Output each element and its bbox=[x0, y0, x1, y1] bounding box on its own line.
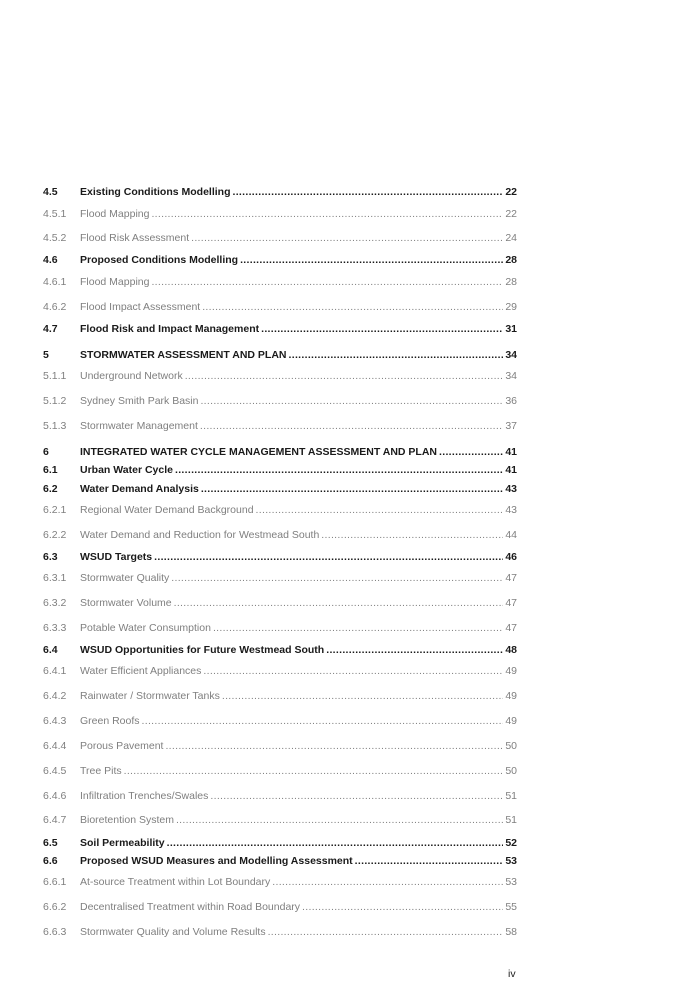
toc-title: Water Demand Analysis bbox=[80, 483, 199, 495]
toc-page: 34 bbox=[505, 370, 517, 382]
toc-number: 4.6 bbox=[43, 254, 58, 266]
toc-title: Underground Network bbox=[80, 370, 183, 382]
toc-page: 48 bbox=[505, 644, 517, 656]
toc-leader bbox=[261, 323, 503, 336]
toc-entry[interactable] bbox=[43, 762, 517, 778]
toc-leader bbox=[355, 855, 504, 868]
toc-title: Water Efficient Appliances bbox=[80, 665, 202, 677]
toc-page: 43 bbox=[505, 483, 517, 495]
toc-leader bbox=[439, 446, 503, 459]
toc-leader bbox=[240, 254, 503, 267]
toc-title: STORMWATER ASSESSMENT AND PLAN bbox=[80, 349, 287, 361]
toc-entry[interactable] bbox=[43, 273, 517, 289]
toc-page: 41 bbox=[505, 446, 517, 458]
toc-leader bbox=[185, 370, 504, 383]
toc-entry[interactable] bbox=[43, 443, 517, 459]
toc-title: Stormwater Quality and Volume Results bbox=[80, 926, 266, 938]
toc-number: 6.4 bbox=[43, 644, 58, 656]
toc-title: Stormwater Volume bbox=[80, 597, 172, 609]
toc-title: Existing Conditions Modelling bbox=[80, 186, 231, 198]
toc-leader bbox=[151, 208, 503, 221]
toc-entry[interactable] bbox=[43, 898, 517, 914]
toc-title: Flood Mapping bbox=[80, 208, 150, 220]
toc-leader bbox=[202, 301, 503, 314]
toc-page: 53 bbox=[505, 876, 517, 888]
toc-title: INTEGRATED WATER CYCLE MANAGEMENT ASSESSMENT AND PLAN bbox=[80, 446, 438, 458]
toc-page: 24 bbox=[505, 232, 517, 244]
toc-page: 44 bbox=[505, 529, 517, 541]
toc-number: 6.6.3 bbox=[43, 926, 67, 938]
toc-page: 55 bbox=[505, 901, 517, 913]
toc-number: 6.4.7 bbox=[43, 814, 67, 826]
toc-number: 4.5 bbox=[43, 186, 58, 198]
toc-entry[interactable] bbox=[43, 923, 517, 939]
toc-page: 49 bbox=[505, 715, 517, 727]
toc-leader bbox=[289, 349, 504, 362]
toc-entry[interactable] bbox=[43, 501, 517, 517]
toc-leader bbox=[326, 644, 503, 657]
toc-entry[interactable] bbox=[43, 526, 517, 542]
toc-leader bbox=[321, 529, 503, 542]
toc-entry[interactable] bbox=[43, 183, 517, 199]
toc-entry[interactable] bbox=[43, 480, 517, 496]
toc-number: 5.1.2 bbox=[43, 395, 67, 407]
toc-page: 22 bbox=[505, 186, 517, 198]
toc-number: 6.3.3 bbox=[43, 622, 67, 634]
toc-number: 6.4.4 bbox=[43, 740, 67, 752]
toc-entry[interactable] bbox=[43, 569, 517, 585]
toc-leader bbox=[200, 420, 503, 433]
toc-page: 53 bbox=[505, 855, 517, 867]
toc-number: 6.3.1 bbox=[43, 572, 67, 584]
toc-number: 4.7 bbox=[43, 323, 58, 335]
toc-number: 6.3 bbox=[43, 551, 58, 563]
toc-number: 4.5.2 bbox=[43, 232, 67, 244]
toc-leader bbox=[124, 765, 504, 778]
toc-leader bbox=[256, 504, 504, 517]
toc-page: 50 bbox=[505, 740, 517, 752]
toc-entry[interactable] bbox=[43, 737, 517, 753]
toc-title: Flood Mapping bbox=[80, 276, 150, 288]
toc-entry[interactable] bbox=[43, 834, 517, 850]
toc-number: 6 bbox=[43, 446, 49, 458]
toc-number: 5.1.3 bbox=[43, 420, 67, 432]
toc-title: Decentralised Treatment within Road Boundary bbox=[80, 901, 301, 913]
toc-title: Stormwater Quality bbox=[80, 572, 170, 584]
toc-page: 58 bbox=[505, 926, 517, 938]
toc-entry[interactable] bbox=[43, 811, 517, 827]
toc-title: Potable Water Consumption bbox=[80, 622, 211, 634]
toc-entry[interactable] bbox=[43, 392, 517, 408]
toc-page: 28 bbox=[505, 276, 517, 288]
toc-title: Sydney Smith Park Basin bbox=[80, 395, 199, 407]
toc-entry[interactable] bbox=[43, 594, 517, 610]
toc-number: 6.4.5 bbox=[43, 765, 67, 777]
toc-title: Flood Impact Assessment bbox=[80, 301, 201, 313]
toc-page: 47 bbox=[505, 597, 517, 609]
toc-page: 43 bbox=[505, 504, 517, 516]
toc-leader bbox=[167, 837, 504, 850]
toc-title: Stormwater Management bbox=[80, 420, 198, 432]
toc-number: 5 bbox=[43, 349, 49, 361]
toc-page: 41 bbox=[505, 464, 517, 476]
toc-number: 6.2.1 bbox=[43, 504, 67, 516]
toc-title: Infiltration Trenches/Swales bbox=[80, 790, 209, 802]
toc-number: 4.5.1 bbox=[43, 208, 67, 220]
toc-title: Bioretention System bbox=[80, 814, 174, 826]
toc-entry[interactable] bbox=[43, 641, 517, 657]
toc-page: 51 bbox=[505, 814, 517, 826]
toc-title: WSUD Targets bbox=[80, 551, 153, 563]
toc-title: Proposed WSUD Measures and Modelling Assessment bbox=[80, 855, 353, 867]
toc-entry[interactable] bbox=[43, 461, 517, 477]
toc-title: Rainwater / Stormwater Tanks bbox=[80, 690, 220, 702]
toc-entry[interactable] bbox=[43, 787, 517, 803]
toc-page: 36 bbox=[505, 395, 517, 407]
toc-title: Urban Water Cycle bbox=[80, 464, 173, 476]
toc-title: Flood Risk and Impact Management bbox=[80, 323, 260, 335]
toc-leader bbox=[176, 814, 503, 827]
toc-number: 6.1 bbox=[43, 464, 58, 476]
toc-number: 6.6.1 bbox=[43, 876, 67, 888]
toc-title: Water Demand and Reduction for Westmead South bbox=[80, 529, 320, 541]
toc-number: 4.6.1 bbox=[43, 276, 67, 288]
toc-number: 6.3.2 bbox=[43, 597, 67, 609]
toc-page: 31 bbox=[505, 323, 517, 335]
toc-entry[interactable] bbox=[43, 251, 517, 267]
toc-number: 5.1.1 bbox=[43, 370, 67, 382]
toc-title: Flood Risk Assessment bbox=[80, 232, 190, 244]
toc-number: 6.4.1 bbox=[43, 665, 67, 677]
toc-leader bbox=[233, 186, 504, 199]
toc-leader bbox=[203, 665, 503, 678]
toc-title: At-source Treatment within Lot Boundary bbox=[80, 876, 271, 888]
toc-entry[interactable] bbox=[43, 229, 517, 245]
toc-leader bbox=[154, 551, 503, 564]
toc-leader bbox=[201, 483, 503, 496]
toc-number: 6.4.6 bbox=[43, 790, 67, 802]
toc-leader bbox=[213, 622, 503, 635]
toc-page: 29 bbox=[505, 301, 517, 313]
toc-title: Tree Pits bbox=[80, 765, 122, 777]
toc-title: Proposed Conditions Modelling bbox=[80, 254, 239, 266]
toc-entry[interactable] bbox=[43, 205, 517, 221]
toc-number: 6.2 bbox=[43, 483, 58, 495]
toc-page: 34 bbox=[505, 349, 517, 361]
toc-page: 46 bbox=[505, 551, 517, 563]
toc-number: 6.2.2 bbox=[43, 529, 67, 541]
toc-entry[interactable] bbox=[43, 662, 517, 678]
toc-leader bbox=[171, 572, 503, 585]
toc-leader bbox=[268, 926, 504, 939]
toc-leader bbox=[302, 901, 503, 914]
toc-title: Green Roofs bbox=[80, 715, 140, 727]
toc-leader bbox=[222, 690, 503, 703]
toc-page: 37 bbox=[505, 420, 517, 432]
toc-entry[interactable] bbox=[43, 687, 517, 703]
toc-leader bbox=[191, 232, 503, 245]
toc-page: 49 bbox=[505, 665, 517, 677]
toc-leader bbox=[165, 740, 503, 753]
toc-entry[interactable] bbox=[43, 712, 517, 728]
toc-leader bbox=[151, 276, 503, 289]
toc-page: 50 bbox=[505, 765, 517, 777]
toc-number: 6.6.2 bbox=[43, 901, 67, 913]
toc-number: 6.5 bbox=[43, 837, 58, 849]
toc-entry[interactable] bbox=[43, 320, 517, 336]
toc-page: 52 bbox=[505, 837, 517, 849]
toc-page: 28 bbox=[505, 254, 517, 266]
toc-entry[interactable] bbox=[43, 852, 517, 868]
toc-leader bbox=[175, 464, 503, 477]
toc-entry[interactable] bbox=[43, 548, 517, 564]
toc-number: 6.6 bbox=[43, 855, 58, 867]
toc-page: 47 bbox=[505, 622, 517, 634]
toc-entry[interactable] bbox=[43, 346, 517, 362]
toc-number: 6.4.2 bbox=[43, 690, 67, 702]
toc-number: 6.4.3 bbox=[43, 715, 67, 727]
toc-page: 51 bbox=[505, 790, 517, 802]
toc-leader bbox=[142, 715, 504, 728]
toc-page: 49 bbox=[505, 690, 517, 702]
toc-leader bbox=[200, 395, 503, 408]
toc-leader bbox=[210, 790, 503, 803]
toc-title: Soil Permeability bbox=[80, 837, 165, 849]
toc-page: 47 bbox=[505, 572, 517, 584]
toc-leader bbox=[174, 597, 504, 610]
toc-number: 4.6.2 bbox=[43, 301, 67, 313]
toc-entry[interactable] bbox=[43, 417, 517, 433]
toc-entry[interactable] bbox=[43, 298, 517, 314]
toc-page: 22 bbox=[505, 208, 517, 220]
toc-title: Regional Water Demand Background bbox=[80, 504, 254, 516]
toc-leader bbox=[272, 876, 503, 889]
toc-entry[interactable] bbox=[43, 619, 517, 635]
toc-entry[interactable] bbox=[43, 873, 517, 889]
toc-title: WSUD Opportunities for Future Westmead South bbox=[80, 644, 325, 656]
toc-title: Porous Pavement bbox=[80, 740, 164, 752]
toc-entry[interactable] bbox=[43, 367, 517, 383]
page-number: iv bbox=[508, 968, 516, 980]
